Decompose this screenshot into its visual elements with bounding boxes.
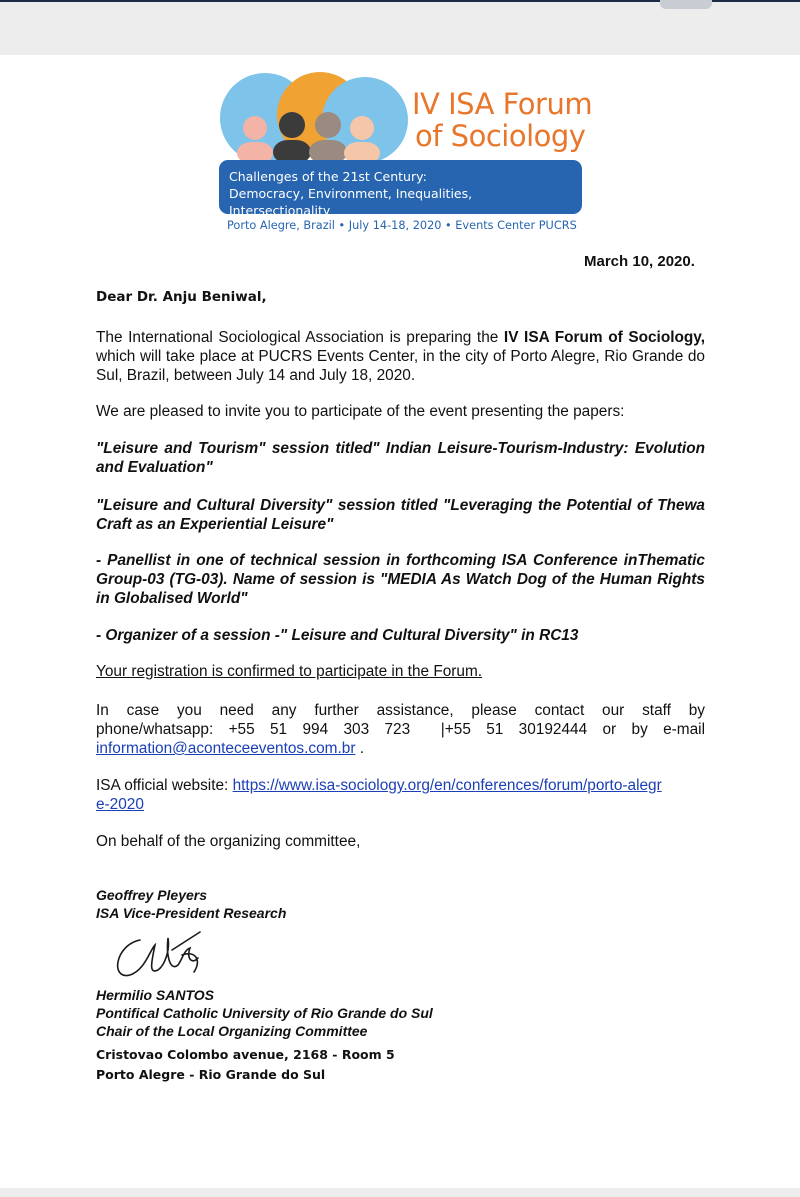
address-line1: Cristovao Colombo avenue, 2168 - Room 5 [96, 1047, 395, 1062]
forum-theme-band [219, 160, 582, 218]
signatory-2-address [96, 1045, 395, 1085]
signatory-1-title: ISA Vice-President Research [96, 905, 287, 921]
forum-title-line1: IV ISA Forum [412, 87, 593, 121]
signatory-2-organization: Pontifical Catholic University of Rio Grande do Sul [96, 1005, 433, 1021]
contact-email-link[interactable]: information@aconteceeventos.com.br [96, 740, 356, 757]
theme-line1: Challenges of the 21st Century: [229, 169, 427, 184]
forum-location-dates: Porto Alegre, Brazil • July 14-18, 2020 • Events Center PUCRS [227, 219, 577, 232]
closing-line: On behalf of the organizing committee, [96, 833, 361, 850]
viewer-bottom-bar [0, 1188, 800, 1197]
invitation-paragraph: We are pleased to invite you to participate of the event presenting the papers: [96, 403, 625, 420]
paper-item-1: "Leisure and Tourism" session titled" Indian Leisure-Tourism-Industry: Evolution and Evaluation" [96, 440, 705, 476]
website-label: ISA official website: [96, 777, 233, 794]
signatory-1 [96, 886, 286, 922]
theme-line2: Democracy, Environment, Inequalities, Intersectionality [229, 186, 473, 218]
registration-confirmation: Your registration is confirmed to participate in the Forum. [96, 663, 483, 680]
intro-paragraph [96, 328, 705, 385]
paper-item-2: "Leisure and Cultural Diversity" session titled "Leveraging the Potential of Thewa Craft as an Experiential Leisure" [96, 497, 705, 533]
assistance-line1: In case you need any further assistance, please contact our staff by [96, 702, 705, 719]
viewer-handle[interactable] [660, 0, 712, 9]
intro-text-a: The International Sociological Association is preparing the [96, 329, 504, 346]
signatory-1-name: Geoffrey Pleyers [96, 887, 208, 903]
signatory-2-title: Chair of the Local Organizing Committee [96, 1023, 368, 1039]
signatory-2 [96, 986, 433, 1040]
organizer-item: - Organizer of a session -" Leisure and Cultural Diversity" in RC13 [96, 627, 579, 644]
website-paragraph [96, 776, 666, 814]
signatory-2-name: Hermilio SANTOS [96, 987, 214, 1003]
salutation: Dear Dr. Anju Beniwal, [96, 289, 267, 305]
assistance-line2: phone/whatsapp: +55 51 994 303 723 |+55 51 30192444 or by e-mail [96, 721, 705, 738]
intro-text-c: which will take place at PUCRS Events Center, in the city of Porto Alegre, Rio Grande do Sul, Brazil, between July 14 and July 18, 2020. [96, 348, 705, 384]
viewer-top-bar [0, 0, 800, 55]
website-link[interactable]: https://www.isa-sociology.org/en/conferences/forum/porto-alegre-2020 [96, 777, 662, 813]
forum-title [412, 88, 592, 152]
assistance-paragraph [96, 701, 705, 758]
assistance-end: . [355, 740, 365, 757]
letter-date: March 10, 2020. [584, 253, 695, 270]
handwritten-signature [110, 920, 220, 990]
intro-forum-name: IV ISA Forum of Sociology, [503, 329, 706, 346]
forum-title-line2: of Sociology [415, 119, 586, 153]
address-line2: Porto Alegre - Rio Grande do Sul [96, 1067, 326, 1082]
panellist-item: - Panellist in one of technical session in forthcoming ISA Conference inThematic Group-03 (TG-03). Name of session is "MEDIA As Watch Dog of the Human Rights in Globalised World" [96, 552, 705, 607]
